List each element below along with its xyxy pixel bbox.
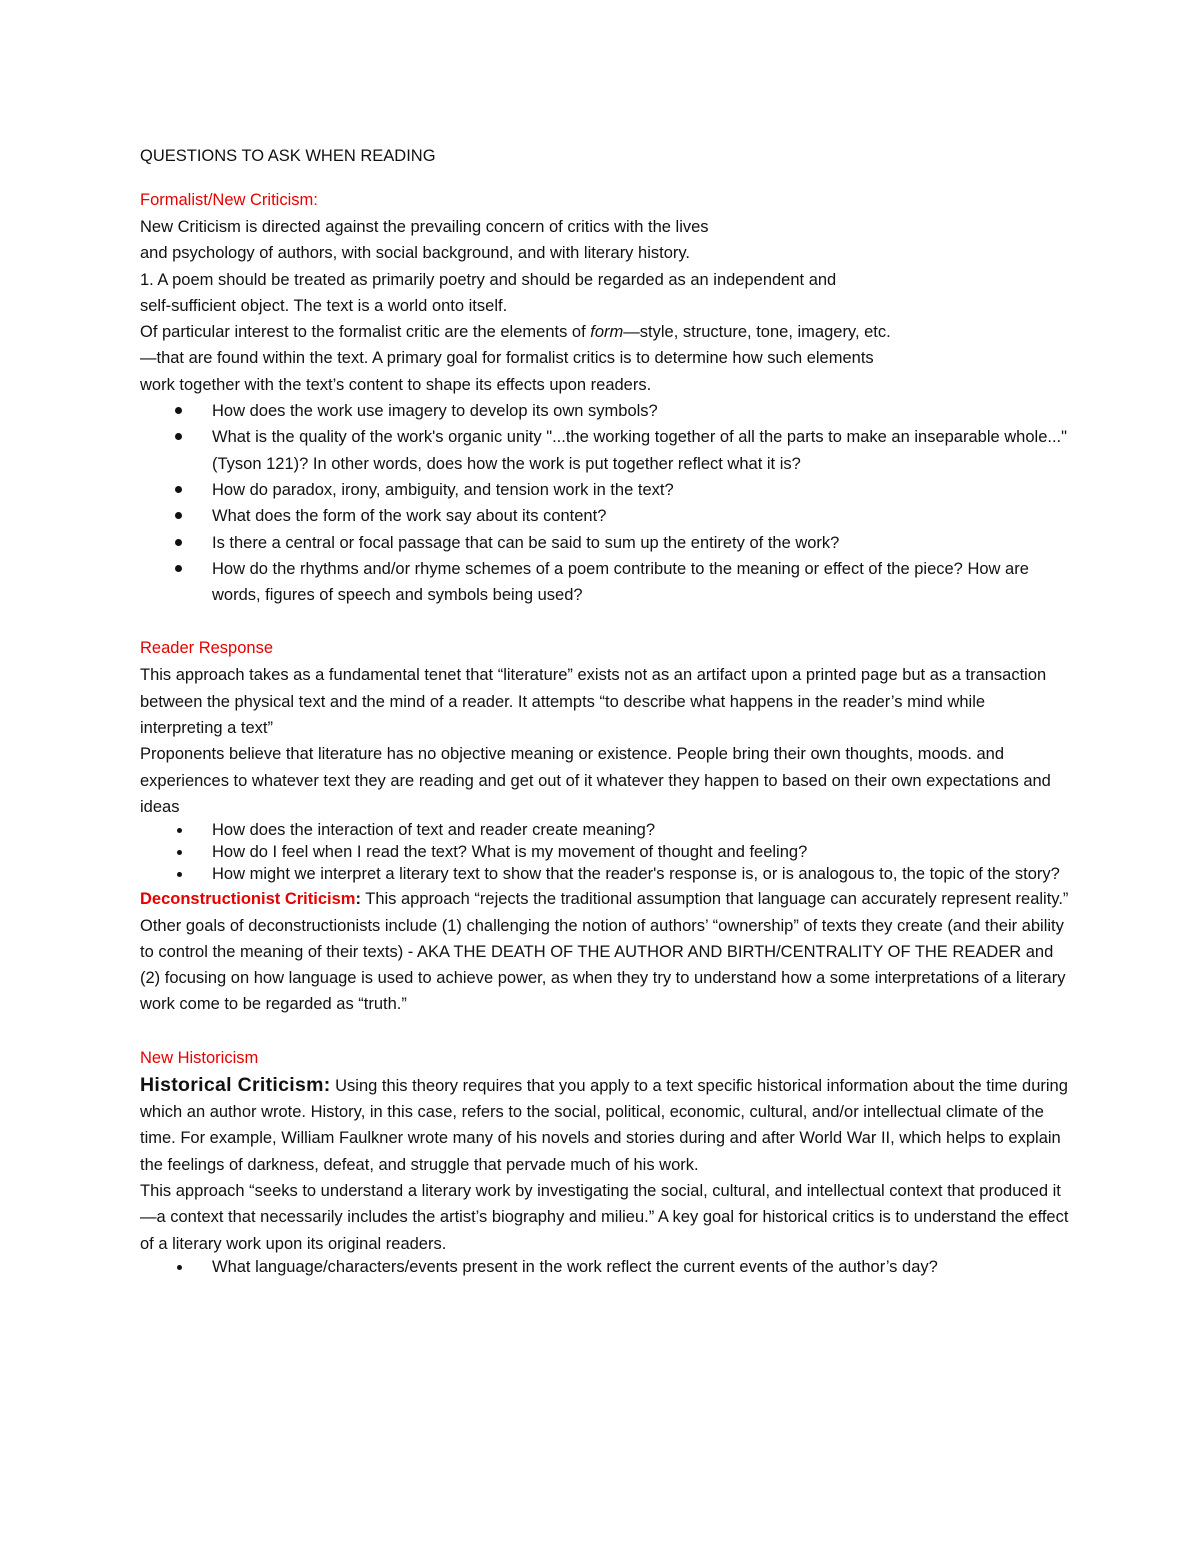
document-page xyxy=(140,140,1070,1279)
formalist-p3-em: form xyxy=(590,323,624,342)
deconstructionist-label: Deconstructionist Criticism xyxy=(140,890,356,909)
list-item: How do the rhythms and/or rhyme schemes of a poem contribute to the meaning or effect of the piece? How are words, figures of speech and symbols being used? xyxy=(140,556,1070,609)
formalist-p2-line2: self-sufficient object. The text is a world onto itself. xyxy=(140,296,508,315)
reader-response-heading: Reader Response xyxy=(140,639,273,658)
historical-criticism-label: Historical Criticism: xyxy=(140,1073,331,1096)
historicism-question-list xyxy=(140,1257,1070,1278)
historicism-paragraph-2: This approach “seeks to understand a literary work by investigating the social, cultural, and intellectual context that produced it—a context that necessarily includes the artist’s biography and milieu.” A key goal for historical critics is to understand the effect of a literary work upon its original readers. xyxy=(140,1181,1069,1253)
formalist-p3-before-em: Of particular interest to the formalist critic are the elements of xyxy=(140,323,591,342)
reader-response-paragraph-1: This approach takes as a fundamental tenet that “literature” exists not as an artifact upon a printed page but as a transaction between the physical text and the mind of a reader. It attempts “to describe what happens in the reader’s mind while interpreting a text” xyxy=(140,666,1047,738)
formalist-p1-line1: New Criticism is directed against the prevailing concern of critics with the lives xyxy=(140,218,709,236)
list-item: What is the quality of the work's organic unity "...the working together of all the parts to make an inseparable whole..." (Tyson 121)? In other words, does how the work is put together reflect what it is? xyxy=(140,424,1070,477)
deconstructionist-paragraph xyxy=(140,886,1070,1017)
formalist-p2-line1: 1. A poem should be treated as primarily poetry and should be regarded as an independent and xyxy=(140,270,837,289)
historicism-paragraph-1 xyxy=(140,1072,1070,1178)
formalist-p3-line2: —that are found within the text. A primary goal for formalist critics is to determine how such elements xyxy=(140,349,874,368)
list-item: How does the interaction of text and reader create meaning? xyxy=(140,820,1070,841)
list-item: How do I feel when I read the text? What is my movement of thought and feeling? xyxy=(140,842,1070,863)
document-title: QUESTIONS TO ASK WHEN READING xyxy=(140,147,436,165)
section-spacer xyxy=(140,608,1070,634)
formalist-p1-line2: and psychology of authors, with social background, and with literary history. xyxy=(140,244,690,263)
formalist-p3-after-em: —style, structure, tone, imagery, etc. xyxy=(623,323,891,342)
historicism-heading: New Historicism xyxy=(140,1048,259,1067)
section-spacer xyxy=(140,1018,1070,1044)
list-item: How do paradox, irony, ambiguity, and tension work in the text? xyxy=(140,477,1070,503)
deconstructionist-text: This approach “rejects the traditional assumption that language can accurately represent reality.” Other goals of deconstructionists include (1) challenging the notion of authors’ “ownership” of texts they create (and their ability to control the meaning of their texts) - AKA THE DEATH OF THE AUTHOR AND BIRTH/CENTRALITY OF THE READER and (2) focusing on how language is used to achieve power, as when they try to understand how a some interpretations of a literary work come to be regarded as “truth.” xyxy=(140,890,1069,1014)
formalist-heading: Formalist/New Criticism: xyxy=(140,191,318,209)
list-item: What does the form of the work say about its content? xyxy=(140,503,1070,529)
formalist-p3-line3: work together with the text’s content to shape its effects upon readers. xyxy=(140,375,652,394)
reader-response-question-list xyxy=(140,820,1070,885)
formalist-paragraph-1 xyxy=(140,214,1070,398)
list-item: What language/characters/events present in the work reflect the current events of the author’s day? xyxy=(140,1257,1070,1278)
list-item: Is there a central or focal passage that can be said to sum up the entirety of the work? xyxy=(140,530,1070,556)
list-item: How might we interpret a literary text to show that the reader's response is, or is analogous to, the topic of the story? xyxy=(140,864,1070,885)
formalist-question-list xyxy=(140,398,1070,608)
list-item: How does the work use imagery to develop its own symbols? xyxy=(140,398,1070,424)
deconstructionist-colon: : xyxy=(355,890,361,909)
reader-response-paragraph-2: Proponents believe that literature has no objective meaning or existence. People bring their own thoughts, moods. and experiences to whatever text they are reading and get out of it whatever they happen to based on their own expectations and ideas xyxy=(140,745,1051,816)
historicism-p1-text: Using this theory requires that you apply to a text specific historical information about the time during which an author wrote. History, in this case, refers to the social, political, economic, cultural, and/or intellectual climate of the time. For example, William Faulkner wrote many of his novels and stories during and after World War II, which helps to explain the feelings of darkness, defeat, and struggle that pervade much of his work. xyxy=(140,1076,1068,1174)
